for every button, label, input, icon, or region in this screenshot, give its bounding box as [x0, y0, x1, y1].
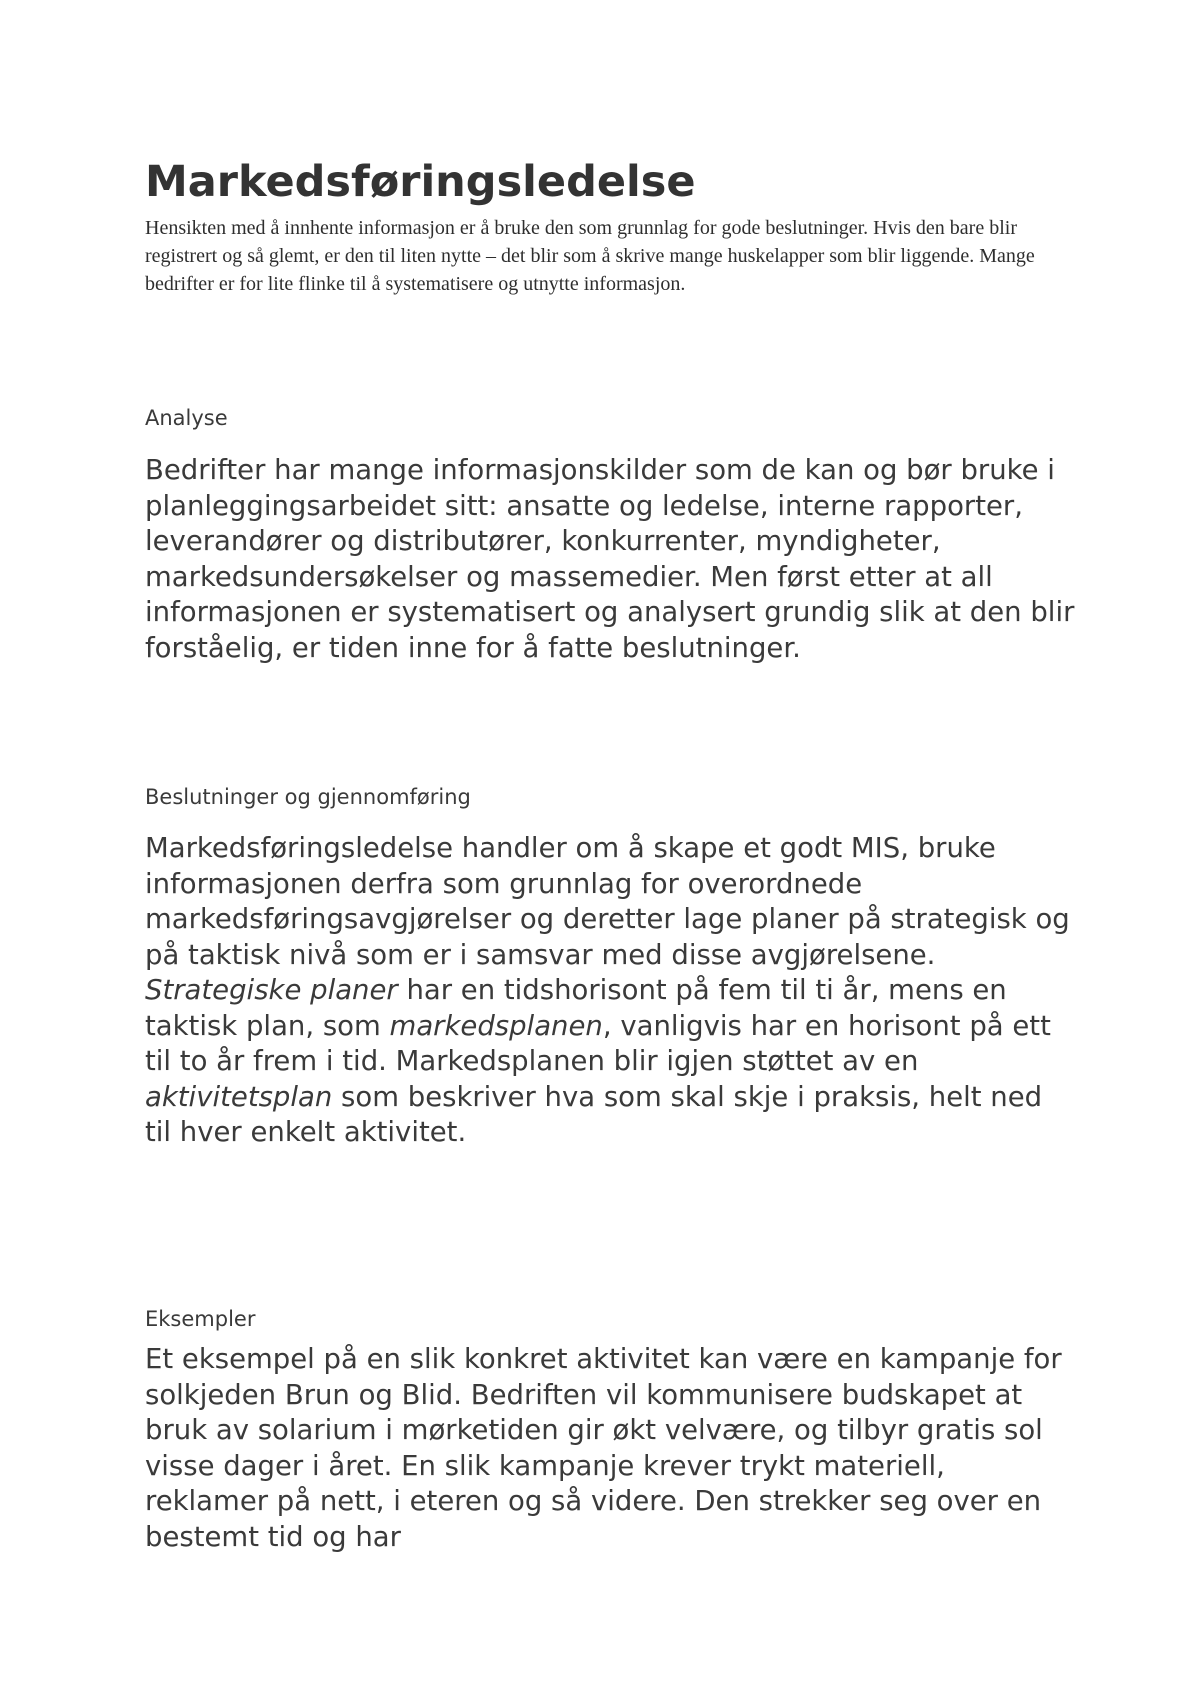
section-paragraph-analyse: Bedrifter har mange informasjonskilder som de kan og bør bruke i planleggingsarbeidet sitt: ansatte og ledelse, interne rapporter, leverandører og distributører, konkurrenter, myndigheter, markedsundersøkelser og massemedier. Men først etter at all informasjonen er systematisert og analysert grundig slik at den blir forståelig, er tiden inne for å fatte beslutninger.: [145, 454, 1075, 664]
paragraph-text: Markedsføringsledelse handler om å skape et godt MIS, bruke informasjonen derfra som grunnlag for overordnede markedsføringsavgjørelser og deretter lage planer på strategisk og på taktisk nivå som er i samsvar med disse avgjørelsene.: [145, 832, 1070, 971]
section-paragraph-beslutninger: [145, 831, 1075, 1151]
intro-paragraph: Hensikten med å innhente informasjon er å bruke den som grunnlag for gode beslutninger. Hvis den bare blir registrert og så glemt, er den til liten nytte – det blir som å skrive mange huskelapper som blir liggende. Mange bedrifter er for lite flinke til å systematisere og utnytte informasjon.: [145, 217, 1035, 295]
section-paragraph-eksempler: Et eksempel på en slik konkret aktivitet kan være en kampanje for solkjeden Brun og Blid. Bedriften vil kommunisere budskapet at bruk av solarium i mørketiden gir økt velvære, og tilbyr gratis sol visse dager i året. En slik kampanje krever trykt materiell, reklamer på nett, i eteren og så videre. Den strekker seg over en bestemt tid og har: [145, 1343, 1062, 1553]
document-title: Markedsføringsledelse: [145, 157, 696, 207]
paragraph-text: som beskriver hva som skal skje i praksis, helt ned til hver enkelt aktivitet.: [145, 1080, 1043, 1148]
section-heading-beslutninger: Beslutninger og gjennomføring: [145, 785, 471, 809]
emphasis-markedsplanen: markedsplanen: [389, 1009, 603, 1042]
paragraph-text: har en tidshorisont på fem til ti år, mens en taktisk plan, som: [145, 974, 1007, 1042]
section-heading-analyse: Analyse: [145, 406, 228, 430]
emphasis-strategiske-planer: Strategiske planer: [145, 974, 398, 1006]
paragraph-text: , vanligvis har en horisont på ett til to år frem i tid. Markedsplanen blir igjen støttet av en: [145, 1009, 1051, 1077]
section-heading-eksempler: Eksempler: [145, 1307, 256, 1331]
emphasis-aktivitetsplan: aktivitetsplan: [145, 1080, 333, 1113]
